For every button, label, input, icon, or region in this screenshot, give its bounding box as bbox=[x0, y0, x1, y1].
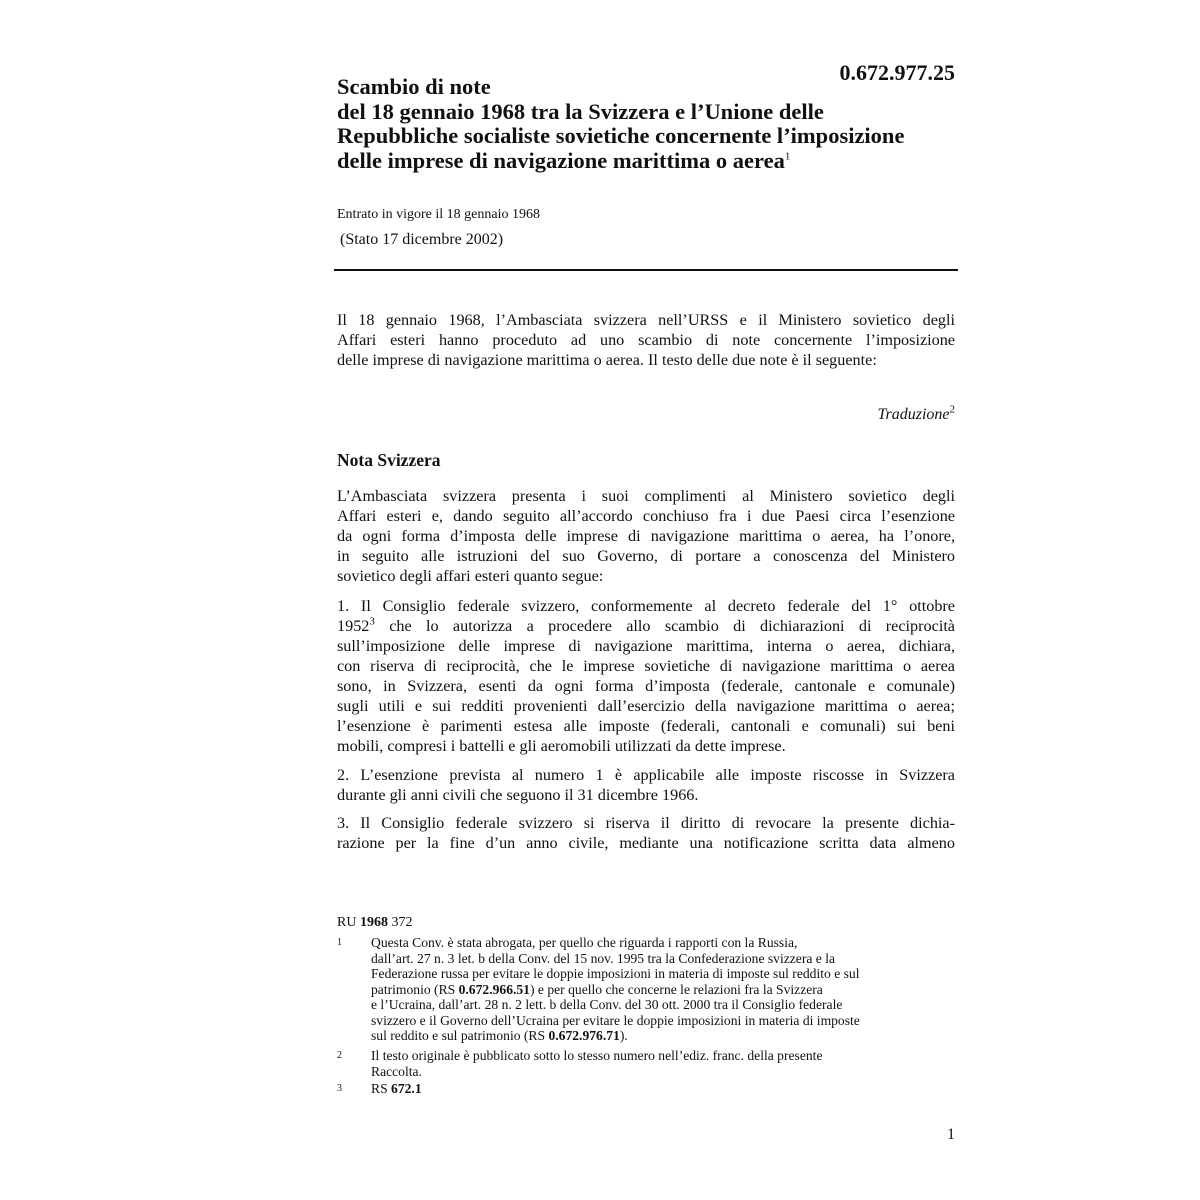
point-3-paragraph bbox=[337, 813, 955, 853]
sr-link[interactable]: 0.672.976.71 bbox=[548, 1028, 620, 1043]
source-reference bbox=[337, 915, 412, 931]
footnote-line: Il testo originale è pubblicato sotto lo stesso numero nell’ediz. franc. della presente bbox=[371, 1048, 823, 1063]
note-intro-paragraph bbox=[337, 486, 955, 586]
text-segment: RS bbox=[371, 1081, 392, 1096]
text-line: sono, in Svizzera, esenti da ogni forma d’imposta (federale, cantonale e comunale) bbox=[337, 677, 955, 695]
footnote-number: 2 bbox=[337, 1050, 342, 1061]
sr-link[interactable]: 0.672.966.51 bbox=[458, 981, 530, 997]
footnote-text bbox=[371, 935, 957, 1044]
footnote-line: Raccolta. bbox=[371, 1063, 422, 1079]
footnote-text bbox=[371, 1048, 957, 1079]
text-line: delle imprese di navigazione marittima o aerea. Il testo delle due note è il seguente: bbox=[337, 351, 877, 369]
text-line: Il 18 gennaio 1968, l’Ambasciata svizzera nell’URSS e il Ministero sovietico degli bbox=[337, 311, 955, 329]
intro-paragraph bbox=[337, 310, 955, 370]
title-line: del 18 gennaio 1968 tra la Svizzera e l’Unione delle bbox=[337, 98, 824, 124]
text-line: L’Ambasciata svizzera presenta i suoi complimenti al Ministero sovietico degli bbox=[337, 487, 955, 505]
text-line: con riserva di reciprocità, che le imprese sovietiche di navigazione marittima o aerea bbox=[337, 657, 955, 675]
page-number: 1 bbox=[947, 1126, 955, 1143]
text-segment: ). bbox=[619, 1028, 628, 1043]
text-segment: che lo autorizza a procedere allo scambio di dichiarazioni di reciprocità bbox=[374, 617, 955, 635]
header-divider bbox=[334, 269, 958, 271]
point-2-paragraph bbox=[337, 765, 955, 805]
title-line: Scambio di note bbox=[337, 74, 491, 99]
text-line: durante gli anni civili che seguono il 31 dicembre 1966. bbox=[337, 786, 699, 804]
translation-text: Traduzione bbox=[877, 406, 950, 423]
footnote-text bbox=[371, 1081, 957, 1097]
text-line: sovietico degli affari esteri quanto segue: bbox=[337, 567, 604, 585]
text-line: in seguito alle istruzioni del suo Governo, di portare a conoscenza del Ministero bbox=[337, 547, 955, 565]
footnote-line: Questa Conv. è stata abrogata, per quello che riguarda i rapporti con la Russia, bbox=[371, 935, 798, 950]
translation-label bbox=[700, 403, 955, 424]
footnote-1 bbox=[337, 935, 957, 1044]
source-page: 372 bbox=[387, 915, 413, 930]
document-title bbox=[337, 75, 967, 173]
text-line: Affari esteri e, dando seguito all’accordo conchiuso fra i due Paesi circa l’esenzione bbox=[337, 507, 955, 525]
source-prefix: RU bbox=[337, 915, 360, 930]
footnote-ref-2[interactable]: 2 bbox=[949, 403, 955, 416]
text-line: Affari esteri hanno proceduto ad uno scambio di note concernente l’imposizione bbox=[337, 331, 955, 349]
source-year: 1968 bbox=[359, 915, 388, 930]
text-segment: patrimonio (RS bbox=[371, 981, 459, 997]
title-line-text: delle imprese di navigazione marittima o aerea bbox=[337, 147, 785, 173]
text-line: 1. Il Consiglio federale svizzero, conformemente al decreto federale del 1° ottobre bbox=[337, 597, 955, 615]
title-line: Repubbliche socialiste sovietiche concernente l’imposizione bbox=[337, 123, 905, 148]
footnote-number: 3 bbox=[337, 1083, 342, 1094]
footnote-line: e l’Ucraina, dall’art. 28 n. 2 lett. b della Conv. del 30 ott. 2000 tra il Consiglio federale bbox=[371, 997, 843, 1012]
title-line bbox=[337, 149, 967, 174]
footnote-line bbox=[371, 982, 957, 998]
text-line: sugli utili e sui redditi provenienti dall’esercizio della navigazione marittima o aerea; bbox=[337, 697, 955, 715]
footnote-2 bbox=[337, 1048, 957, 1079]
text-segment: sul reddito e sul patrimonio (RS bbox=[371, 1028, 549, 1043]
year-text: 1952 bbox=[337, 617, 370, 635]
text-line: razione per la fine d’un anno civile, mediante una notificazione scritta data almeno bbox=[337, 834, 955, 852]
footnote-number: 1 bbox=[337, 937, 342, 948]
text-line: 2. L’esenzione prevista al numero 1 è applicabile alle imposte riscosse in Svizzera bbox=[337, 766, 955, 784]
section-heading: Nota Svizzera bbox=[337, 450, 441, 470]
footnote-line: dall’art. 27 n. 3 let. b della Conv. del 15 nov. 1995 tra la Confederazione svizzera e la bbox=[371, 950, 836, 966]
footnote-line: svizzero e il Governo dell’Ucraina per evitare le doppie imposizioni in materia di imposte bbox=[371, 1012, 860, 1028]
text-line: 3. Il Consiglio federale svizzero si riserva il diritto di revocare la presente dichia- bbox=[337, 814, 955, 832]
sr-link[interactable]: 672.1 bbox=[391, 1081, 422, 1096]
footnote-line bbox=[371, 1081, 957, 1097]
text-line: da ogni forma d’imposta delle imprese di navigazione marittima o aerea, ha l’onore, bbox=[337, 527, 955, 545]
footnote-line: Federazione russa per evitare le doppie imposizioni in materia di imposte sul reddito e sul bbox=[371, 966, 860, 981]
in-force-date: Entrato in vigore il 18 gennaio 1968 bbox=[337, 207, 540, 222]
footnote-3 bbox=[337, 1081, 957, 1097]
point-1-paragraph bbox=[337, 596, 955, 756]
text-line: sull’imposizione delle imprese di navigazione marittima, interna o aerea, dichiara, bbox=[337, 637, 955, 655]
text-line bbox=[337, 616, 955, 636]
footnote-line bbox=[371, 1028, 957, 1044]
text-segment: ) e per quello che concerne le relazioni fra la Svizzera bbox=[529, 981, 823, 997]
footnote-ref-1[interactable]: 1 bbox=[784, 150, 791, 162]
footnote-ref-3[interactable]: 3 bbox=[369, 615, 375, 628]
status-date: (Stato 17 dicembre 2002) bbox=[340, 231, 504, 248]
text-line: mobili, compresi i battelli e gli aeromobili utilizzati da dette imprese. bbox=[337, 737, 786, 755]
text-line: l’esenzione è parimenti estesa alle imposte (federali, cantonali e comunali) sui beni bbox=[337, 717, 955, 735]
sr-number: 0.672.977.25 bbox=[839, 60, 955, 85]
